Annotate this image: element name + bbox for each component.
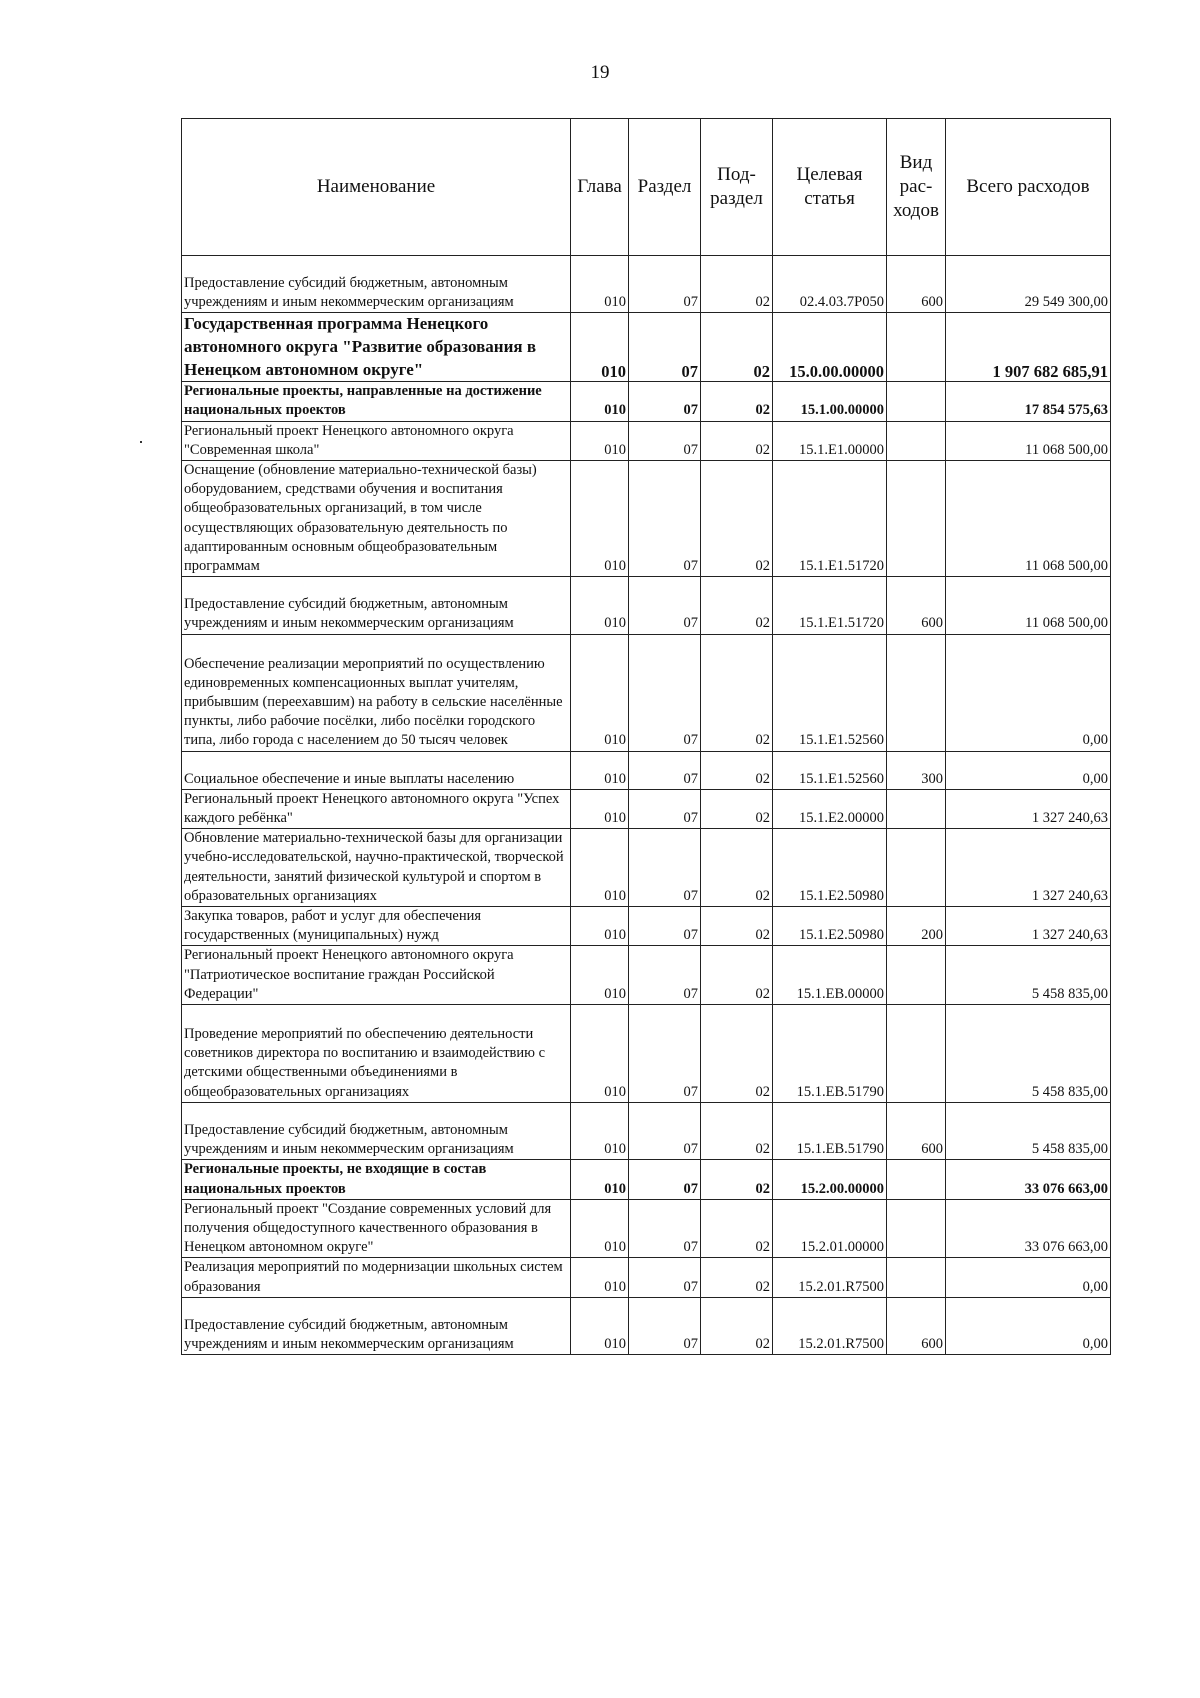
cell-target: 15.1.E1.52560 xyxy=(773,751,887,789)
cell-target: 15.1.E1.52560 xyxy=(773,634,887,751)
cell-subsection: 02 xyxy=(701,313,773,382)
cell-subsection: 02 xyxy=(701,829,773,907)
cell-section: 07 xyxy=(629,1258,701,1297)
cell-section: 07 xyxy=(629,829,701,907)
cell-expense-type xyxy=(887,421,946,460)
cell-name: Предоставление субсидий бюджетным, автономным учреждениям и иным некоммерческим организациям xyxy=(182,577,571,634)
header-total: Всего расходов xyxy=(946,119,1111,256)
table-body xyxy=(182,256,1111,1355)
cell-section: 07 xyxy=(629,751,701,789)
cell-subsection: 02 xyxy=(701,1160,773,1199)
cell-total: 33 076 663,00 xyxy=(946,1160,1111,1199)
cell-name: Региональный проект Ненецкого автономного округа "Современная школа" xyxy=(182,421,571,460)
cell-chapter: 010 xyxy=(571,1005,629,1103)
table-row xyxy=(182,789,1111,828)
cell-subsection: 02 xyxy=(701,789,773,828)
cell-subsection: 02 xyxy=(701,1005,773,1103)
cell-chapter: 010 xyxy=(571,461,629,577)
cell-chapter: 010 xyxy=(571,829,629,907)
cell-expense-type: 600 xyxy=(887,256,946,313)
cell-section: 07 xyxy=(629,946,701,1005)
cell-chapter: 010 xyxy=(571,1297,629,1354)
cell-section: 07 xyxy=(629,577,701,634)
cell-chapter: 010 xyxy=(571,421,629,460)
table-row xyxy=(182,829,1111,907)
cell-expense-type: 600 xyxy=(887,1102,946,1159)
cell-expense-type: 600 xyxy=(887,1297,946,1354)
header-section: Раздел xyxy=(629,119,701,256)
cell-total: 0,00 xyxy=(946,1258,1111,1297)
cell-chapter: 010 xyxy=(571,577,629,634)
cell-name: Социальное обеспечение и иные выплаты населению xyxy=(182,751,571,789)
cell-name: Предоставление субсидий бюджетным, автономным учреждениям и иным некоммерческим организациям xyxy=(182,256,571,313)
cell-chapter: 010 xyxy=(571,907,629,946)
cell-section: 07 xyxy=(629,421,701,460)
cell-name: Региональные проекты, направленные на достижение национальных проектов xyxy=(182,382,571,421)
cell-subsection: 02 xyxy=(701,461,773,577)
cell-expense-type xyxy=(887,1199,946,1258)
table-row xyxy=(182,1199,1111,1258)
cell-target: 15.1.E1.51720 xyxy=(773,461,887,577)
table-row xyxy=(182,1005,1111,1103)
cell-expense-type xyxy=(887,1005,946,1103)
cell-chapter: 010 xyxy=(571,1102,629,1159)
cell-chapter: 010 xyxy=(571,789,629,828)
cell-total: 11 068 500,00 xyxy=(946,461,1111,577)
cell-total: 33 076 663,00 xyxy=(946,1199,1111,1258)
cell-total: 0,00 xyxy=(946,751,1111,789)
header-expense-type: Вид рас- ходов xyxy=(887,119,946,256)
cell-subsection: 02 xyxy=(701,421,773,460)
cell-name: Обеспечение реализации мероприятий по осуществлению единовременных компенсационных выплат учителям, прибывшим (переехавшим) на работу в сельские населённые пункты, либо рабочие посёлки, либо посёлки городского типа, либо города с населением до 50 тысяч человек xyxy=(182,634,571,751)
table-row xyxy=(182,634,1111,751)
cell-total: 17 854 575,63 xyxy=(946,382,1111,421)
table-row xyxy=(182,751,1111,789)
header-subsection: Под- раздел xyxy=(701,119,773,256)
cell-target: 15.1.E2.50980 xyxy=(773,829,887,907)
cell-target: 15.1.00.00000 xyxy=(773,382,887,421)
cell-section: 07 xyxy=(629,1199,701,1258)
cell-section: 07 xyxy=(629,1102,701,1159)
cell-chapter: 010 xyxy=(571,1258,629,1297)
cell-target: 02.4.03.7P050 xyxy=(773,256,887,313)
cell-target: 15.1.E2.50980 xyxy=(773,907,887,946)
cell-section: 07 xyxy=(629,1005,701,1103)
cell-chapter: 010 xyxy=(571,382,629,421)
page-number: 19 xyxy=(590,62,610,83)
cell-section: 07 xyxy=(629,461,701,577)
cell-chapter: 010 xyxy=(571,1199,629,1258)
cell-total: 5 458 835,00 xyxy=(946,946,1111,1005)
cell-name: Региональные проекты, не входящие в состав национальных проектов xyxy=(182,1160,571,1199)
cell-name: Региональный проект Ненецкого автономного округа "Патриотическое воспитание граждан Российской Федерации" xyxy=(182,946,571,1005)
cell-chapter: 010 xyxy=(571,634,629,751)
cell-name: Предоставление субсидий бюджетным, автономным учреждениям и иным некоммерческим организациям xyxy=(182,1102,571,1159)
cell-total: 29 549 300,00 xyxy=(946,256,1111,313)
cell-target: 15.2.00.00000 xyxy=(773,1160,887,1199)
cell-subsection: 02 xyxy=(701,1297,773,1354)
cell-target: 15.1.EB.51790 xyxy=(773,1102,887,1159)
cell-target: 15.2.01.00000 xyxy=(773,1199,887,1258)
cell-total: 11 068 500,00 xyxy=(946,577,1111,634)
cell-total: 11 068 500,00 xyxy=(946,421,1111,460)
cell-subsection: 02 xyxy=(701,751,773,789)
cell-subsection: 02 xyxy=(701,634,773,751)
cell-subsection: 02 xyxy=(701,382,773,421)
cell-subsection: 02 xyxy=(701,1258,773,1297)
table-row xyxy=(182,946,1111,1005)
table-row xyxy=(182,382,1111,421)
cell-chapter: 010 xyxy=(571,1160,629,1199)
cell-expense-type xyxy=(887,461,946,577)
scan-speck xyxy=(140,441,142,443)
cell-subsection: 02 xyxy=(701,577,773,634)
cell-total: 1 327 240,63 xyxy=(946,829,1111,907)
cell-subsection: 02 xyxy=(701,907,773,946)
cell-name: Реализация мероприятий по модернизации школьных систем образования xyxy=(182,1258,571,1297)
cell-expense-type xyxy=(887,829,946,907)
table-row xyxy=(182,907,1111,946)
table-row xyxy=(182,1160,1111,1199)
header-name: Наименование xyxy=(182,119,571,256)
cell-subsection: 02 xyxy=(701,946,773,1005)
cell-section: 07 xyxy=(629,907,701,946)
cell-section: 07 xyxy=(629,1297,701,1354)
cell-total: 1 327 240,63 xyxy=(946,907,1111,946)
cell-target: 15.1.EB.51790 xyxy=(773,1005,887,1103)
cell-target: 15.1.E1.00000 xyxy=(773,421,887,460)
table-row xyxy=(182,577,1111,634)
cell-name: Оснащение (обновление материально-технической базы) оборудованием, средствами обучения и воспитания общеобразовательных организаций, в том числе осуществляющих образовательную деятельность по адаптированным основным общеобразовательным программам xyxy=(182,461,571,577)
cell-subsection: 02 xyxy=(701,1102,773,1159)
table-row xyxy=(182,256,1111,313)
cell-chapter: 010 xyxy=(571,751,629,789)
cell-expense-type: 300 xyxy=(887,751,946,789)
cell-total: 0,00 xyxy=(946,634,1111,751)
cell-total: 1 327 240,63 xyxy=(946,789,1111,828)
cell-name: Региональный проект "Создание современных условий для получения общедоступного качественного образования в Ненецком автономном округе" xyxy=(182,1199,571,1258)
cell-chapter: 010 xyxy=(571,946,629,1005)
cell-target: 15.0.00.00000 xyxy=(773,313,887,382)
cell-target: 15.1.E2.00000 xyxy=(773,789,887,828)
cell-section: 07 xyxy=(629,382,701,421)
cell-expense-type xyxy=(887,946,946,1005)
table-row xyxy=(182,313,1111,382)
cell-chapter: 010 xyxy=(571,256,629,313)
cell-expense-type xyxy=(887,313,946,382)
cell-section: 07 xyxy=(629,634,701,751)
cell-expense-type: 600 xyxy=(887,577,946,634)
table-row xyxy=(182,1258,1111,1297)
cell-name: Обновление материально-технической базы для организации учебно-исследовательской, научно-практической, творческой деятельности, занятий физической культурой и спортом в образовательных организациях xyxy=(182,829,571,907)
cell-expense-type xyxy=(887,382,946,421)
cell-target: 15.2.01.R7500 xyxy=(773,1258,887,1297)
cell-expense-type: 200 xyxy=(887,907,946,946)
table-row xyxy=(182,1102,1111,1159)
cell-section: 07 xyxy=(629,313,701,382)
cell-section: 07 xyxy=(629,1160,701,1199)
cell-expense-type xyxy=(887,1160,946,1199)
header-target: Целевая статья xyxy=(773,119,887,256)
cell-name: Предоставление субсидий бюджетным, автономным учреждениям и иным некоммерческим организациям xyxy=(182,1297,571,1354)
cell-expense-type xyxy=(887,789,946,828)
cell-total: 5 458 835,00 xyxy=(946,1005,1111,1103)
cell-chapter: 010 xyxy=(571,313,629,382)
cell-total: 5 458 835,00 xyxy=(946,1102,1111,1159)
cell-subsection: 02 xyxy=(701,1199,773,1258)
budget-table xyxy=(181,118,1111,1355)
cell-name: Региональный проект Ненецкого автономного округа "Успех каждого ребёнка" xyxy=(182,789,571,828)
table-row xyxy=(182,461,1111,577)
header-chapter: Глава xyxy=(571,119,629,256)
table-row xyxy=(182,421,1111,460)
cell-target: 15.1.EB.00000 xyxy=(773,946,887,1005)
cell-target: 15.1.E1.51720 xyxy=(773,577,887,634)
cell-subsection: 02 xyxy=(701,256,773,313)
cell-total: 0,00 xyxy=(946,1297,1111,1354)
cell-name: Государственная программа Ненецкого автономного округа "Развитие образования в Ненецком автономном округе" xyxy=(182,313,571,382)
table-row xyxy=(182,1297,1111,1354)
cell-name: Закупка товаров, работ и услуг для обеспечения государственных (муниципальных) нужд xyxy=(182,907,571,946)
cell-total: 1 907 682 685,91 xyxy=(946,313,1111,382)
cell-target: 15.2.01.R7500 xyxy=(773,1297,887,1354)
cell-expense-type xyxy=(887,634,946,751)
cell-section: 07 xyxy=(629,789,701,828)
table-header-row xyxy=(182,119,1111,256)
cell-section: 07 xyxy=(629,256,701,313)
cell-expense-type xyxy=(887,1258,946,1297)
cell-name: Проведение мероприятий по обеспечению деятельности советников директора по воспитанию и взаимодействию с детскими общественными объединениями в общеобразовательных организациях xyxy=(182,1005,571,1103)
